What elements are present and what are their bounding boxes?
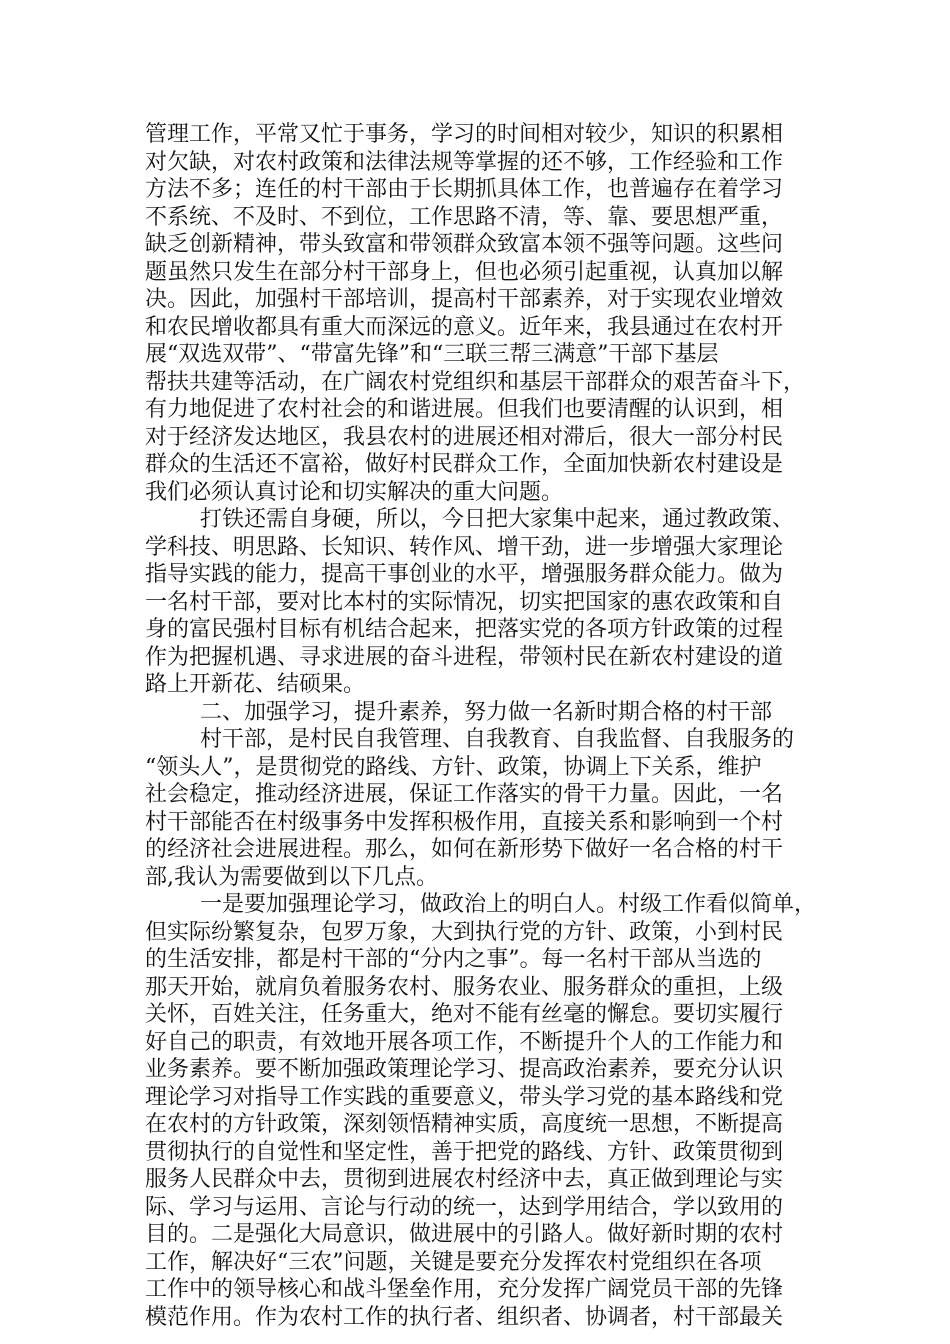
text-line: 展“双选双带”、“带富先锋”和“三联三帮三满意”干部下基层: [145, 342, 719, 367]
text-line: 我们必须认真讨论和切实解决的重大问题。: [145, 479, 564, 505]
section-heading: 二、加强学习，提升素养，努力做一名新时期合格的村干部: [200, 699, 773, 725]
text-line: 决。因此，加强村干部培训，提高村干部素养，对于实现农业增效: [145, 287, 784, 312]
text-line: 管理工作，平常又忙于事务，学习的时间相对较少，知识的积累相: [145, 122, 784, 147]
text-line: 工作中的领导核心和战斗堡垒作用，充分发挥广阔党员干部的先锋: [145, 1277, 784, 1302]
body-text: [145, 121, 817, 1331]
text-line: 贯彻执行的自觉性和坚定性，善于把党的路线、方针、政策贯彻到: [145, 1139, 784, 1165]
text-line: 但实际纷繁复杂，包罗万象，大到执行党的方针、政策，小到村民: [145, 919, 784, 945]
text-line: 对欠缺，对农村政策和法律法规等掌握的还不够，工作经验和工作: [145, 149, 784, 175]
text-line: 部,我认为需要做到以下几点。: [145, 864, 438, 890]
paragraph-first-line: 打铁还需自身硬，所以，今日把大家集中起来，通过教政策、: [200, 507, 795, 532]
text-line: 缺乏创新精神，带头致富和带领群众致富本领不强等问题。这些问: [145, 232, 784, 257]
text-line: 不系统、不及时、不到位，工作思路不清，等、靠、要思想严重，: [145, 204, 784, 230]
text-line: 际、学习与运用、言论与行动的统一，达到学用结合，学以致用的: [145, 1194, 784, 1220]
text-line: 学科技、明思路、长知识、转作风、增干劲，进一步增强大家理论: [145, 534, 784, 560]
text-line: “领头人”，是贯彻党的路线、方针、政策，协调上下关系，维护: [145, 754, 762, 780]
text-line: 群众的生活还不富裕，做好村民群众工作，全面加快新农村建设是: [145, 452, 784, 477]
text-line: 理论学习对指导工作实践的重要意义，带头学习党的基本路线和党: [145, 1084, 784, 1110]
text-line: 题虽然只发生在部分村干部身上，但也必须引起重视，认真加以解: [145, 259, 784, 285]
text-line: 身的富民强村目标有机结合起来，把落实党的各项方针政策的过程: [145, 617, 784, 642]
text-line: 业务素养。要不断加强政策理论学习、提高政治素养，要充分认识: [145, 1057, 784, 1082]
text-line: 在农村的方针政策，深刻领悟精神实质，高度统一思想，不断提高: [145, 1112, 784, 1137]
text-line: 指导实践的能力，提高干事创业的水平，增强服务群众能力。做为: [145, 562, 784, 587]
text-line: 帮扶共建等活动，在广阔农村党组织和基层干部群众的艰苦奋斗下，: [145, 369, 806, 395]
text-line: 和农民增收都具有重大而深远的意义。近年来，我县通过在农村开: [145, 314, 784, 340]
paragraph-first-line: 村干部，是村民自我管理、自我教育、自我监督、自我服务的: [200, 727, 795, 752]
text-line: 模范作用。作为农村工作的执行者、组织者、协调者，村干部最关: [145, 1304, 784, 1330]
text-line: 路上开新花、结硕果。: [145, 672, 366, 697]
text-line: 村干部能否在村级事务中发挥积极作用，直接关系和影响到一个村: [145, 809, 784, 835]
text-line: 好自己的职责，有效地开展各项工作，不断提升个人的工作能力和: [145, 1029, 784, 1055]
text-line: 那天开始，就肩负着服务农村、服务农业、服务群众的重担，上级: [145, 974, 784, 1000]
text-line: 服务人民群众中去，贯彻到进展农村经济中去，真正做到理论与实: [145, 1167, 784, 1192]
text-line: 作为把握机遇、寻求进展的奋斗进程，带领村民在新农村建设的道: [145, 644, 784, 670]
paragraph-first-line: 一是要加强理论学习，做政治上的明白人。村级工作看似简单，: [200, 892, 817, 917]
text-line: 目的。二是强化大局意识，做进展中的引路人。做好新时期的农村: [145, 1222, 784, 1247]
text-line: 有力地促进了农村社会的和谐进展。但我们也要清醒的认识到，相: [145, 397, 784, 422]
text-line: 关怀，百姓关注，任务重大，绝对不能有丝毫的懈怠。要切实履行: [145, 1002, 784, 1027]
text-line: 一名村干部，要对比本村的实际情况，切实把国家的惠农政策和自: [145, 589, 784, 615]
text-line: 方法不多；连任的村干部由于长期抓具体工作，也普遍存在着学习: [145, 177, 784, 202]
text-line: 工作，解决好“三农”问题，关键是要充分发挥农村党组织在各项: [145, 1249, 762, 1275]
text-line: 对于经济发达地区，我县农村的进展还相对滞后，很大一部分村民: [145, 424, 784, 450]
text-line: 社会稳定，推动经济进展，保证工作落实的骨干力量。因此，一名: [145, 782, 784, 807]
text-line: 的生活安排，都是村干部的“分内之事”。每一名村干部从当选的: [145, 947, 762, 972]
text-line: 的经济社会进展进程。那么，如何在新形势下做好一名合格的村干: [145, 837, 784, 862]
